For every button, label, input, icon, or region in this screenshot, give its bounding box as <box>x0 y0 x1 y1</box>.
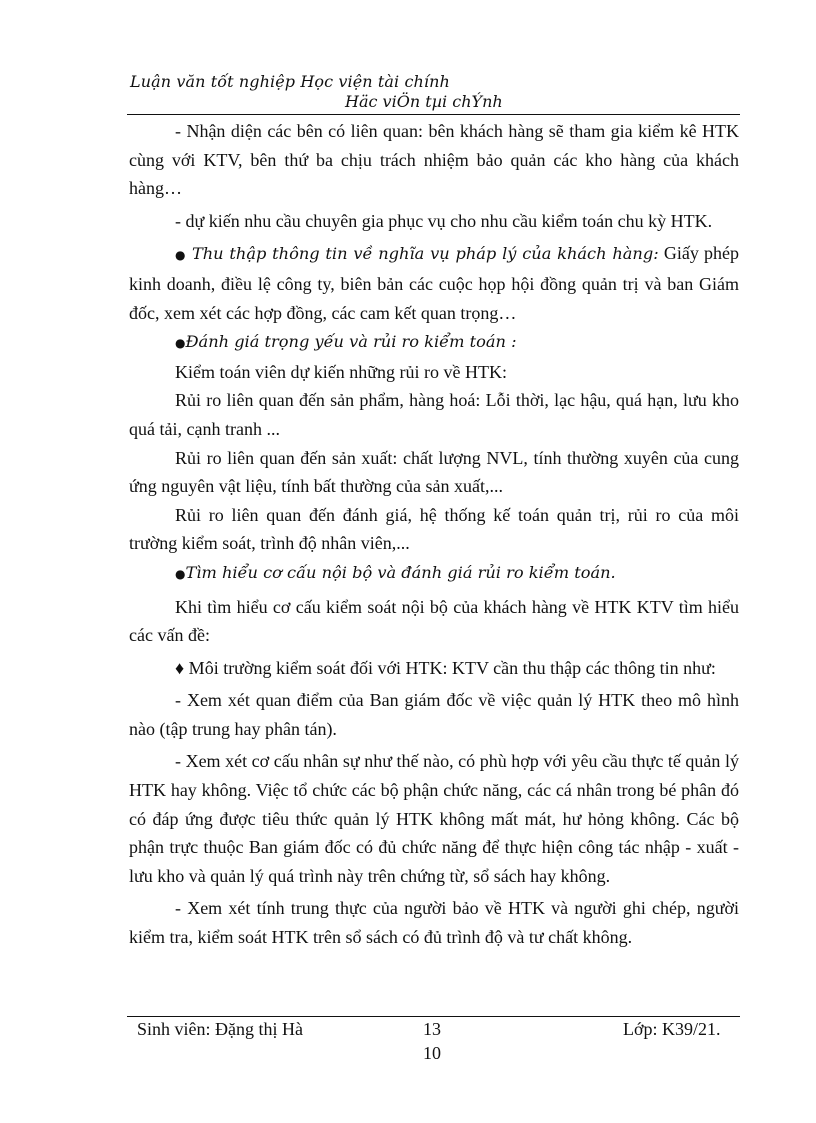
paragraph <box>129 327 739 358</box>
body-text <box>129 117 739 952</box>
paragraph: - Xem xét tính trung thực của người bảo về HTK và người ghi chép, người kiểm tra, kiểm soát HTK trên sổ sách có đủ trình độ và tư chất không. <box>129 898 739 948</box>
paragraph: Kiểm toán viên dự kiến những rủi ro về HTK: <box>175 361 507 382</box>
italic-lead-text: Đánh giá trọng yếu và rủi ro kiểm toán : <box>185 332 517 352</box>
italic-lead <box>175 332 517 351</box>
paragraph <box>129 558 739 589</box>
footer-page-number-secondary: 10 <box>423 1043 441 1063</box>
header-rule <box>127 114 740 115</box>
paragraph-rest: Giấy phép kinh doanh, điều lệ công ty, biên bản các cuộc họp hội đồng quản trị và ban Giám đốc, xem xét các hợp đồng, các cam kết quan trọng… <box>129 243 739 323</box>
footer-rule <box>127 1016 740 1017</box>
bullet-icon: ● <box>175 566 186 581</box>
bullet-icon: ● <box>175 248 187 263</box>
paragraph: Khi tìm hiểu cơ cấu kiểm soát nội bộ của khách hàng về HTK KTV tìm hiểu các vấn đề: <box>129 596 739 646</box>
paragraph: - Xem xét quan điểm của Ban giám đốc về việc quản lý HTK theo mô hình nào (tập trung hay phân tán). <box>129 690 739 739</box>
paragraph: - dự kiến nhu cầu chuyên gia phục vụ cho nhu cầu kiểm toán chu kỳ HTK. <box>175 210 713 231</box>
paragraph <box>129 239 739 327</box>
italic-lead <box>175 244 659 263</box>
italic-lead-text: Tìm hiểu cơ cấu nội bộ và đánh giá rủi ro kiểm toán. <box>185 562 616 582</box>
header-subtitle: Häc viÖn tµi chÝnh <box>345 92 503 111</box>
paragraph: ♦ Môi trường kiểm soát đối với HTK: KTV cần thu thập các thông tin như: <box>175 657 716 678</box>
footer-class: Lớp: K39/21. <box>623 1019 721 1039</box>
paragraph: Rủi ro liên quan đến đánh giá, hệ thống kế toán quản trị, rủi ro của môi trường kiểm soát, trình độ nhân viên,... <box>129 504 739 554</box>
italic-lead <box>175 563 616 582</box>
header-title: Luận văn tốt nghiệp Học viện tài chính <box>130 72 450 91</box>
italic-lead-text: Thu thập thông tin về nghĩa vụ pháp lý của khách hàng: <box>186 244 659 264</box>
paragraph: - Nhận diện các bên có liên quan: bên khách hàng sẽ tham gia kiểm kê HTK cùng với KTV, bên thứ ba chịu trách nhiệm bảo quản các kho hàng của khách hàng… <box>129 121 739 199</box>
bullet-icon: ● <box>175 336 186 351</box>
footer-page-number: 13 <box>423 1019 441 1039</box>
paragraph: - Xem xét cơ cấu nhân sự như thế nào, có phù hợp với yêu cầu thực tế quản lý HTK hay không. Việc tổ chức các bộ phận chức năng, các cá nhân trong bé phân đó có đáp ứng được tiêu thức quản lý HTK không mất mát, hư hỏng không. Các bộ phận trực thuộc Ban giám đốc có đủ chức năng để thực hiện công tác nhập - xuất - lưu kho và quản lý quá trình này trên chứng từ, sổ sách hay không. <box>129 751 739 886</box>
paragraph: Rủi ro liên quan đến sản xuất: chất lượng NVL, tính thường xuyên của cung ứng nguyên vật liệu, tính bất thường của sản xuất,... <box>129 447 739 497</box>
footer-student: Sinh viên: Đặng thị Hà <box>137 1019 303 1039</box>
paragraph: Rủi ro liên quan đến sản phẩm, hàng hoá: Lỗi thời, lạc hậu, quá hạn, lưu kho quá tải, cạnh tranh ... <box>129 390 739 439</box>
